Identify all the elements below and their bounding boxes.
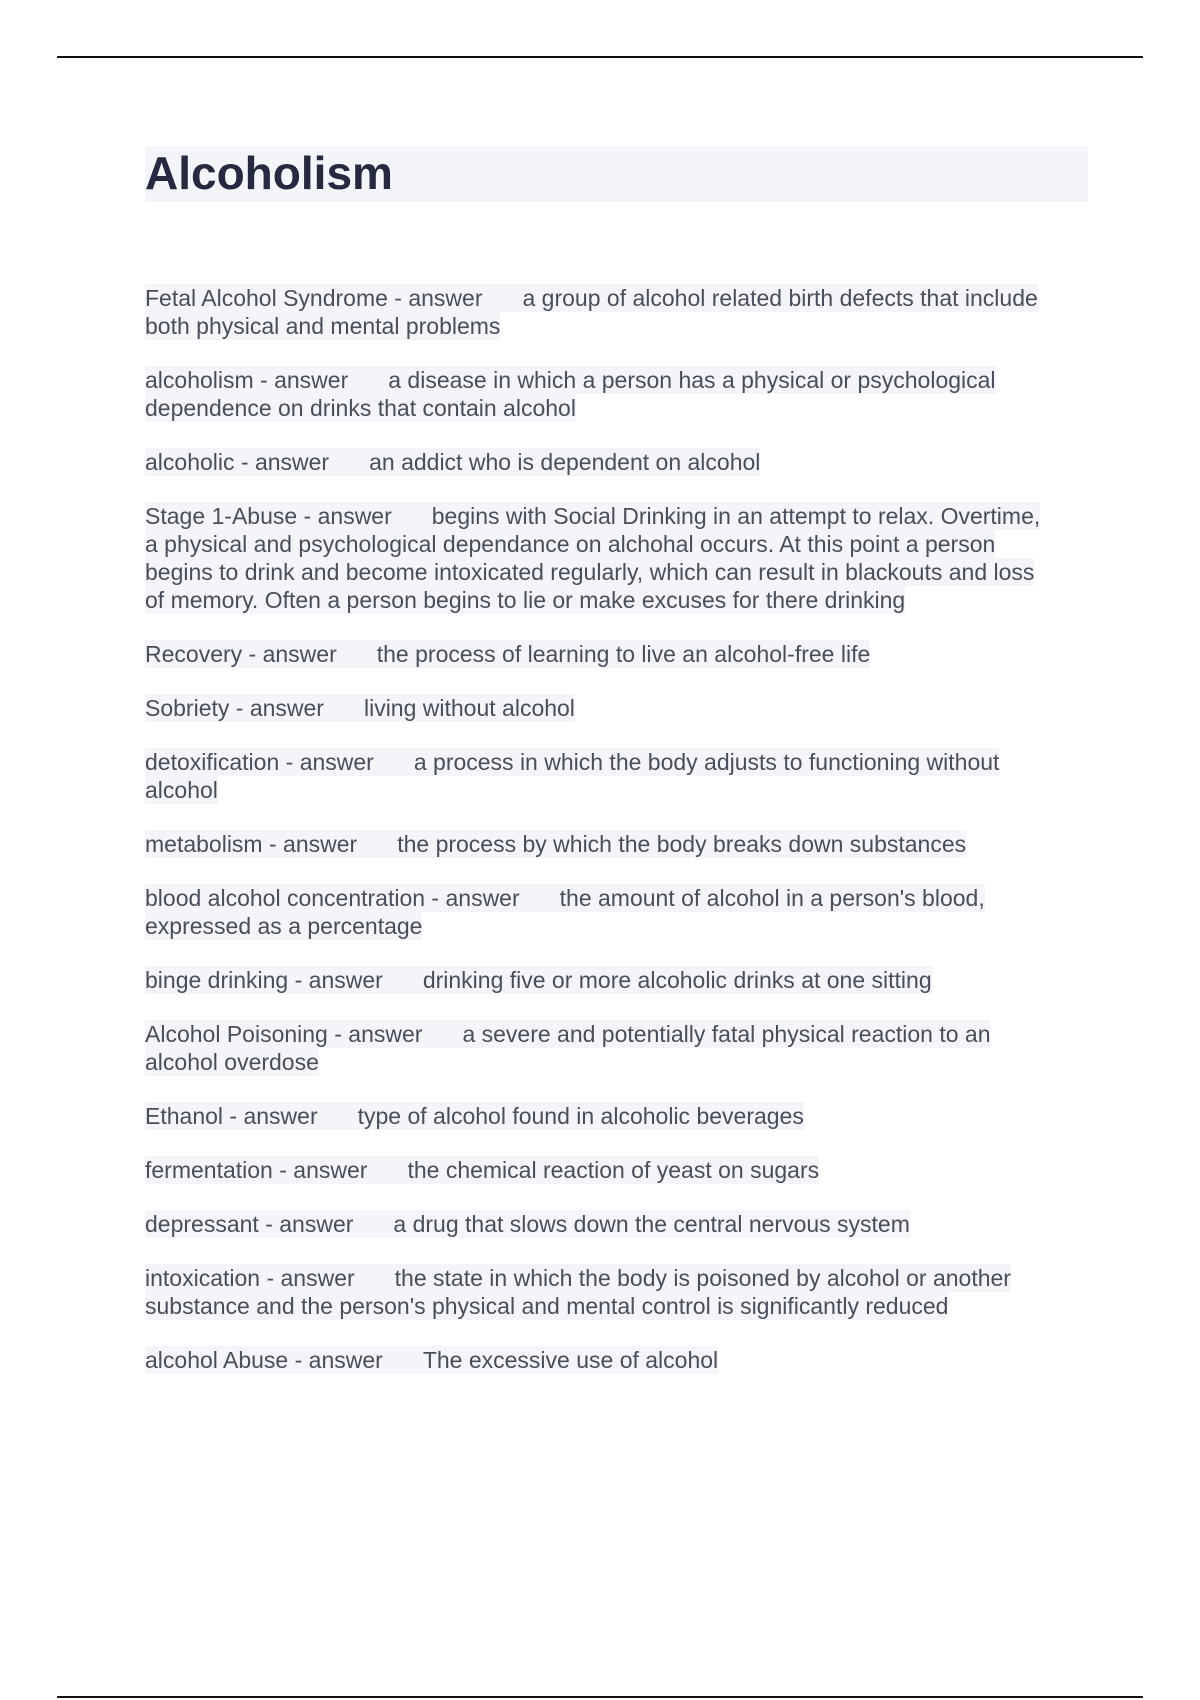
flashcard-line [145,776,218,804]
flashcard-line [145,1210,910,1238]
flashcard-line [145,586,905,614]
flashcard-entry [145,366,1095,422]
answer-label: - answer [288,967,383,993]
flashcard-line [145,830,966,858]
flashcard-definition: begins with Social Drinking in an attempt to relax. Overtime, [431,503,1041,529]
flashcard-line [145,366,996,394]
flashcard-line [145,1048,319,1076]
flashcard-line [145,694,575,722]
flashcard-line [145,284,1038,312]
flashcard-entry [145,1102,1095,1130]
flashcard-definition: drinking five or more alcoholic drinks at one sitting [422,967,932,993]
flashcard-definition: of memory. Often a person begins to lie or make excuses for there drinking [145,587,906,613]
flashcard-definition: substance and the person's physical and mental control is significantly reduced [145,1293,949,1319]
flashcard-definition: The excessive use of alcohol [422,1347,719,1373]
answer-label: - answer [272,1157,368,1183]
bottom-rule [57,1696,1143,1698]
flashcard-definition: alcohol [145,777,218,803]
flashcard-entry [145,284,1095,340]
flashcard-definition: dependence on drinks that contain alcohol [145,395,576,421]
flashcard-definition: the process of learning to live an alcohol-free life [376,641,871,667]
answer-label: - answer [387,285,483,311]
flashcard-term: alcoholic [145,449,235,475]
flashcard-definition: begins to drink and become intoxicated regularly, which can result in blackouts and loss [145,559,1035,585]
answer-label: - answer [297,503,392,529]
flashcard-line [145,912,422,940]
flashcard-definition: a severe and potentially fatal physical reaction to an [462,1021,991,1047]
flashcard-definition: an addict who is dependent on alcohol [369,449,761,475]
flashcard-definition: the process by which the body breaks down substances [397,831,967,857]
answer-label: - answer [425,885,520,911]
flashcard-line [145,394,576,422]
answer-label: - answer [234,449,330,475]
flashcard-definition: expressed as a percentage [145,913,423,939]
flashcard-entry [145,884,1095,940]
answer-label: - answer [262,831,358,857]
flashcard-line [145,1346,718,1374]
flashcard-entry [145,830,1095,858]
flashcard-definition: a disease in which a person has a physical or psychological [388,367,996,393]
answer-label: - answer [223,1103,318,1129]
top-rule [57,56,1143,58]
flashcard-line [145,1292,948,1320]
flashcard-term: Stage 1-Abuse [145,503,298,529]
flashcard-line [145,1102,804,1130]
flashcard-entry [145,448,1095,476]
flashcard-entry [145,1020,1095,1076]
flashcard-term: metabolism [145,831,263,857]
flashcard-definition: the state in which the body is poisoned by alcohol or another [394,1265,1011,1291]
flashcard-line [145,448,760,476]
answer-label: - answer [229,695,324,721]
flashcard-definition: a group of alcohol related birth defects that include [522,285,1038,311]
flashcard-line [145,1020,990,1048]
flashcard-line [145,530,995,558]
flashcard-term: intoxication [145,1265,261,1291]
page-title: Alcoholism [145,147,393,199]
flashcard-term: Fetal Alcohol Syndrome [145,285,388,311]
flashcard-definition: a process in which the body adjusts to functioning without [413,749,1000,775]
flashcard-term: fermentation [145,1157,273,1183]
flashcard-line [145,558,1034,586]
answer-label: - answer [253,367,349,393]
flashcard-line [145,1156,819,1184]
flashcard-list [145,284,1095,1400]
flashcard-definition: living without alcohol [363,695,575,721]
flashcard-definition: the amount of alcohol in a person's blood, [559,885,985,911]
flashcard-term: Sobriety [145,695,230,721]
flashcard-entry [145,640,1095,668]
flashcard-term: Recovery [145,641,243,667]
flashcard-line [145,748,999,776]
flashcard-term: depressant [145,1211,259,1237]
flashcard-term: detoxification [145,749,280,775]
flashcard-term: binge drinking [145,967,289,993]
flashcard-entry [145,694,1095,722]
answer-label: - answer [288,1347,383,1373]
flashcard-term: Alcohol Poisoning [145,1021,328,1047]
flashcard-entry [145,748,1095,804]
flashcard-definition: the chemical reaction of yeast on sugars [407,1157,820,1183]
flashcard-line [145,1264,1011,1292]
flashcard-definition: a drug that slows down the central nervous system [393,1211,910,1237]
answer-label: - answer [279,749,374,775]
flashcard-term: alcohol Abuse [145,1347,289,1373]
flashcard-line [145,640,870,668]
flashcard-entry [145,1264,1095,1320]
flashcard-entry [145,502,1095,614]
flashcard-entry [145,966,1095,994]
flashcard-line [145,966,932,994]
answer-label: - answer [242,641,337,667]
answer-label: - answer [260,1265,355,1291]
flashcard-term: Ethanol [145,1103,224,1129]
flashcard-definition: a physical and psychological dependance on alchohal occurs. At this point a person [145,531,996,557]
flashcard-entry [145,1156,1095,1184]
flashcard-term: blood alcohol concentration [145,885,426,911]
flashcard-term: alcoholism [145,367,254,393]
flashcard-definition: both physical and mental problems [145,313,501,339]
answer-label: - answer [258,1211,354,1237]
flashcard-line [145,312,500,340]
answer-label: - answer [327,1021,423,1047]
flashcard-entry [145,1210,1095,1238]
flashcard-line [145,884,985,912]
flashcard-definition: alcohol overdose [145,1049,319,1075]
flashcard-entry [145,1346,1095,1374]
flashcard-line [145,502,1040,530]
flashcard-definition: type of alcohol found in alcoholic beverages [357,1103,804,1129]
